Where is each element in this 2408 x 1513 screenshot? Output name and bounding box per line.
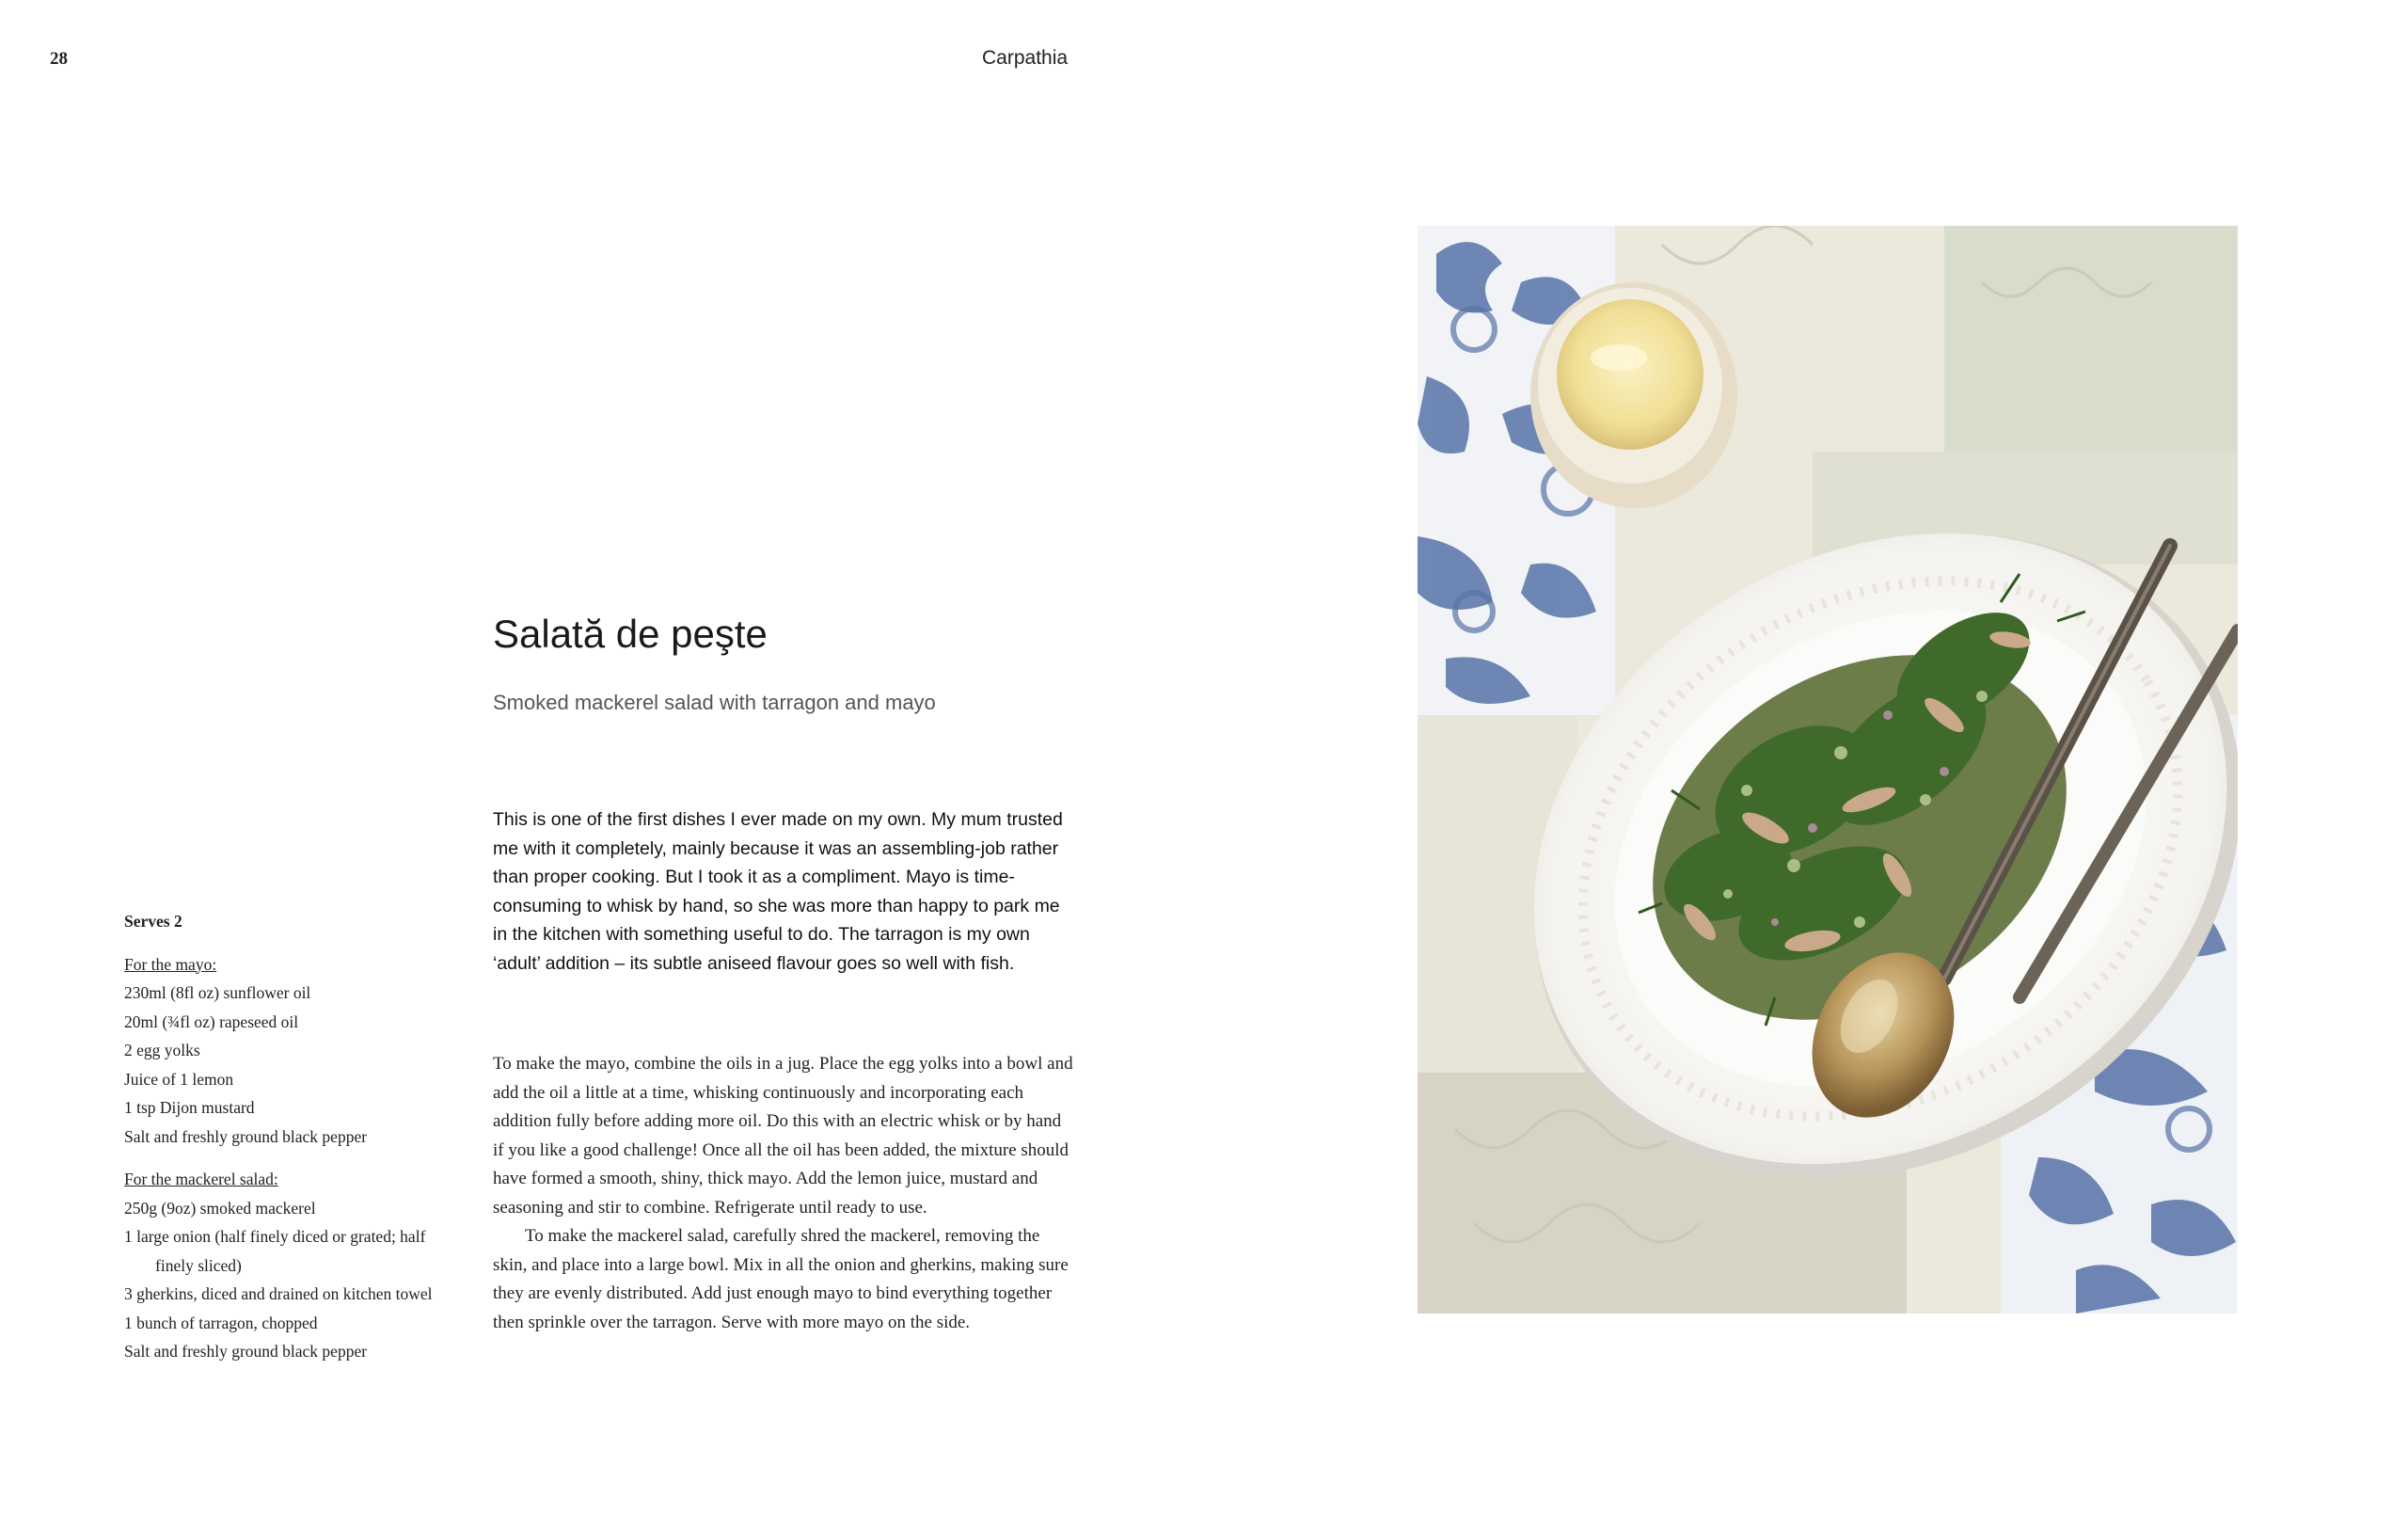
- ingredient-item: Juice of 1 lemon: [124, 1069, 234, 1089]
- ingredient-item: 250g (9oz) smoked mackerel: [124, 1198, 316, 1218]
- mayo-ingredients: [124, 950, 435, 1152]
- page-number: 28: [50, 49, 68, 69]
- mackerel-salad-illustration: [1418, 226, 2238, 1314]
- ingredient-item: 1 tsp Dijon mustard: [124, 1098, 255, 1117]
- ingredient-item: 2 egg yolks: [124, 1041, 200, 1059]
- ingredient-item: 20ml (¾fl oz) rapeseed oil: [124, 1011, 299, 1031]
- recipe-method: [493, 1050, 1076, 1337]
- recipe-intro: This is one of the first dishes I ever made on my own. My mum trusted me with it completely, mainly because it was an assembling-job rather than proper cooking. But I took it as a compliment. Mayo is time-consuming to whisk by hand, so she was more than happy to park me in the kitchen with something useful to do. The tarragon is my own ‘adult’ addition – its subtle aniseed flavour goes so well with fish.: [493, 809, 1063, 974]
- salad-ingredients: [124, 1165, 435, 1366]
- recipe-subtitle: Smoked mackerel salad with tarragon and mayo: [493, 691, 936, 714]
- ingredient-item: 230ml (8fl oz) sunflower oil: [124, 983, 311, 1002]
- method-paragraph: To make the mackerel salad, carefully shred the mackerel, removing the skin, and place into a large bowl. Mix in all the onion and gherkins, making sure they are evenly distributed. Add just enough mayo to bind everything together then sprinkle over the tarragon. Serve with more mayo on the side.: [493, 1226, 1069, 1332]
- ingredient-item: Salt and freshly ground black pepper: [124, 1126, 368, 1146]
- ingredient-item: 1 large onion (half finely diced or grated; half finely sliced): [124, 1227, 426, 1275]
- method-paragraph: To make the mayo, combine the oils in a jug. Place the egg yolks into a bowl and add the oil a little at a time, whisking continuously and incorporating each addition fully before adding more oil. Do this with an electric whisk or by hand if you like a good challenge! Once all the oil has been added, the mixture should have formed a smooth, shiny, thick mayo. Add the lemon juice, mustard and seasoning and stir to combine. Refrigerate until ready to use.: [493, 1054, 1073, 1218]
- ingredient-item: Salt and freshly ground black pepper: [124, 1342, 368, 1361]
- dish-photo: [1418, 226, 2238, 1314]
- recipe-title: Salată de peşte: [493, 612, 768, 656]
- ingredients-list: [124, 907, 435, 1380]
- serves-label: Serves 2: [124, 912, 182, 931]
- ingredient-item: 3 gherkins, diced and drained on kitchen towel: [124, 1284, 433, 1303]
- salad-heading: For the mackerel salad:: [124, 1170, 278, 1188]
- running-head: Carpathia: [982, 47, 1069, 69]
- mayo-heading: For the mayo:: [124, 954, 217, 974]
- ingredient-item: 1 bunch of tarragon, chopped: [124, 1313, 318, 1332]
